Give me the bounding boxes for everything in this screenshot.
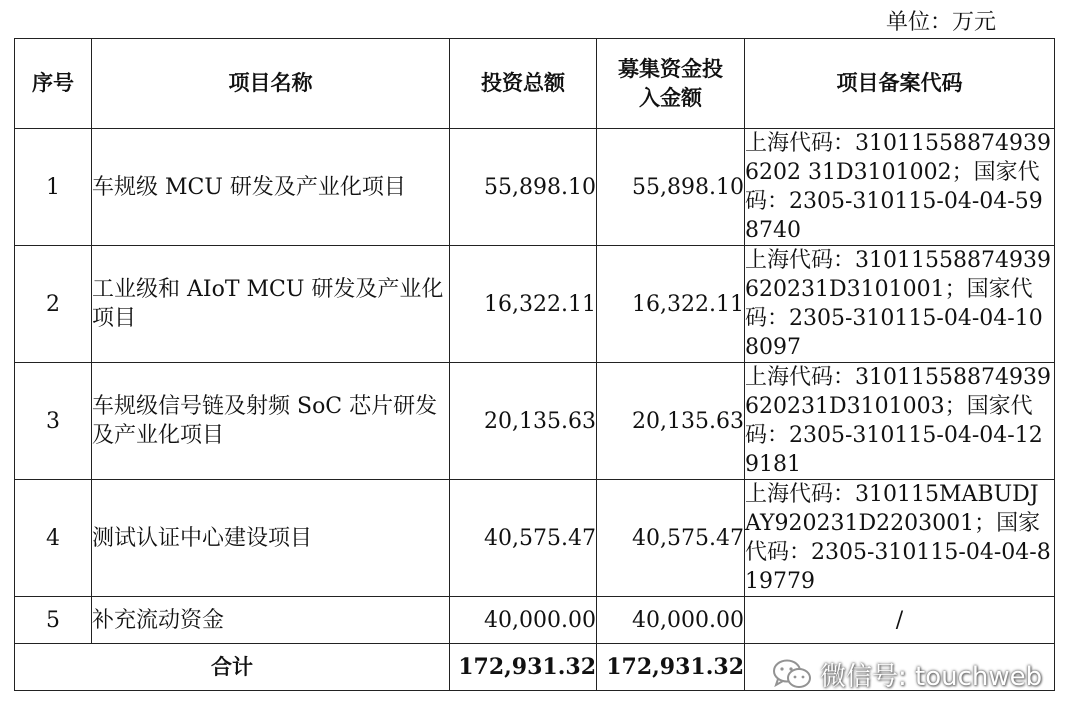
row-total-investment: 16,322.11 — [450, 246, 597, 363]
row-total-investment: 20,135.63 — [450, 363, 597, 480]
table-row — [15, 129, 1055, 246]
row-index: 4 — [15, 480, 92, 597]
unit-label: 单位：万元 — [885, 10, 996, 35]
row-raised-funds: 40,000.00 — [597, 597, 745, 644]
row-total-investment: 40,000.00 — [450, 597, 597, 644]
table-row — [15, 363, 1055, 480]
row-filing-code: / — [745, 597, 1055, 644]
row-total-investment: 40,575.47 — [450, 480, 597, 597]
row-project-name: 补充流动资金 — [92, 597, 450, 644]
row-index: 2 — [15, 246, 92, 363]
table-header-row — [15, 39, 1055, 129]
watermark — [772, 656, 1042, 693]
header-total-investment: 投资总额 — [450, 39, 597, 129]
table-row — [15, 480, 1055, 597]
row-filing-code: 上海代码：31011558874939620231D3101003；国家代码：2305-310115-04-04-129181 — [745, 363, 1055, 480]
row-project-name: 车规级 MCU 研发及产业化项目 — [92, 129, 450, 246]
row-raised-funds: 55,898.10 — [597, 129, 745, 246]
header-index: 序号 — [15, 39, 92, 129]
row-project-name: 测试认证中心建设项目 — [92, 480, 450, 597]
row-index: 5 — [15, 597, 92, 644]
row-raised-funds: 16,322.11 — [597, 246, 745, 363]
header-raised-funds-label: 募集资金投入金额 — [618, 56, 723, 110]
row-project-name: 车规级信号链及射频 SoC 芯片研发及产业化项目 — [92, 363, 450, 480]
header-filing-code: 项目备案代码 — [745, 39, 1055, 129]
row-project-name: 工业级和 AIoT MCU 研发及产业化项目 — [92, 246, 450, 363]
row-total-investment: 55,898.10 — [450, 129, 597, 246]
row-index: 1 — [15, 129, 92, 246]
total-raised-funds-sum: 172,931.32 — [597, 644, 745, 691]
total-label: 合计 — [15, 644, 450, 691]
header-project-name: 项目名称 — [92, 39, 450, 129]
row-filing-code: 上海代码：310115MABUDJAY920231D2203001；国家代码：2305-310115-04-04-819779 — [745, 480, 1055, 597]
wechat-icon — [772, 658, 812, 692]
row-filing-code: 上海代码：31011558874939620231D3101001；国家代码：2305-310115-04-04-108097 — [745, 246, 1055, 363]
row-raised-funds: 20,135.63 — [597, 363, 745, 480]
table-row — [15, 246, 1055, 363]
row-filing-code: 上海代码：310115588749396202 31D3101002；国家代码：2305-310115-04-04-598740 — [745, 129, 1055, 246]
fundraising-projects-table — [14, 38, 1055, 691]
total-investment-sum: 172,931.32 — [450, 644, 597, 691]
table-row — [15, 597, 1055, 644]
watermark-text: 微信号: touchweb — [820, 662, 1043, 692]
row-raised-funds: 40,575.47 — [597, 480, 745, 597]
row-index: 3 — [15, 363, 92, 480]
header-raised-funds — [597, 39, 745, 129]
